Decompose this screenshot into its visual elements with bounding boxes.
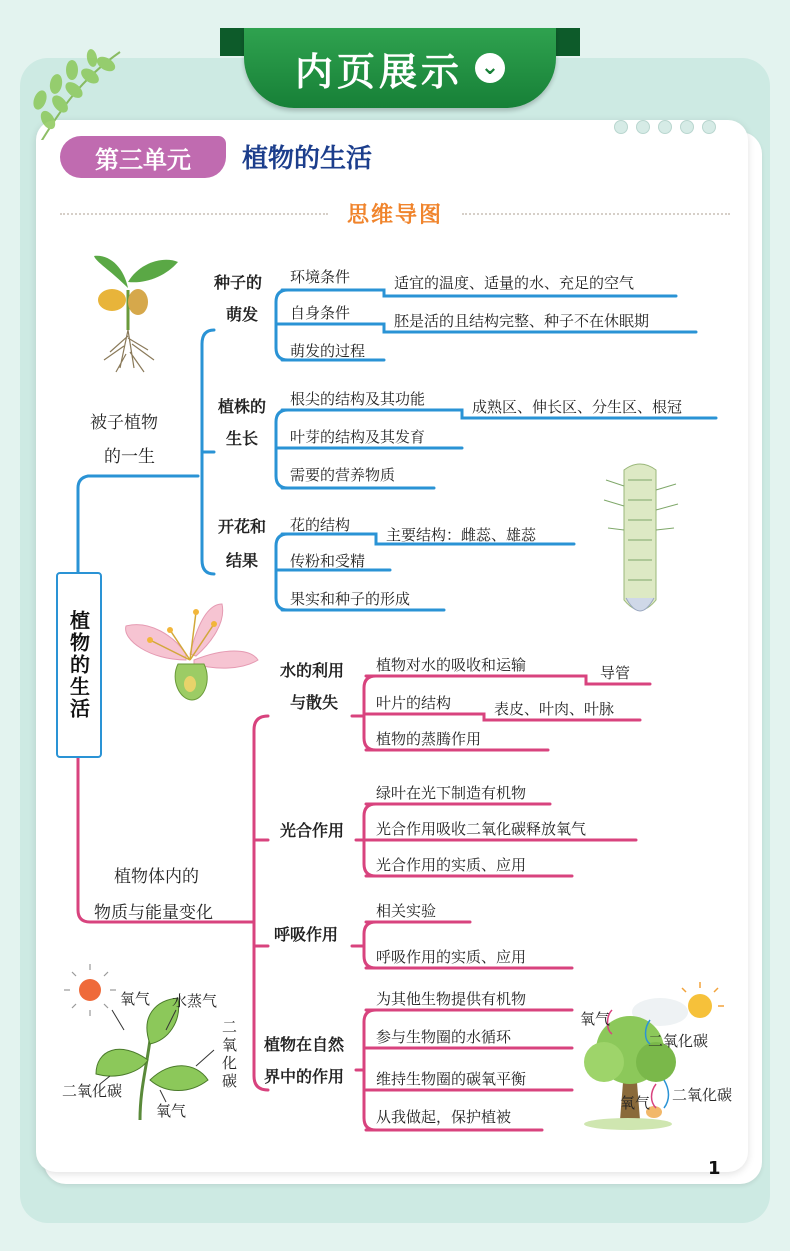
group-nature-line1: 植物在自然 bbox=[264, 1035, 345, 1054]
root-node: 植物的生活 bbox=[56, 572, 102, 758]
tree-illustration bbox=[584, 982, 724, 1130]
water-detail-1: 导管 bbox=[600, 664, 631, 682]
banner-title: 内页展示 bbox=[294, 49, 463, 94]
nature-item-2: 参与生物圈的水循环 bbox=[376, 1028, 512, 1046]
group-respiration: 呼吸作用 bbox=[274, 925, 339, 944]
group-water-line1: 水的利用 bbox=[280, 661, 345, 680]
growth-item-1: 根尖的结构及其功能 bbox=[290, 390, 426, 408]
leaf-vapor: 水蒸气 bbox=[172, 992, 218, 1010]
tree-oxygen-top: 氧气 bbox=[580, 1010, 611, 1028]
resp-item-2: 呼吸作用的实质、应用 bbox=[376, 948, 527, 966]
photo-item-1: 绿叶在光下制造有机物 bbox=[376, 784, 527, 802]
group-growth-line1: 植株的 bbox=[218, 397, 267, 416]
nature-item-1: 为其他生物提供有机物 bbox=[376, 990, 527, 1008]
group-flower-line1: 开花和 bbox=[218, 517, 267, 536]
flower-item-2: 传粉和受精 bbox=[290, 552, 366, 570]
group-nature-line2: 界中的作用 bbox=[264, 1067, 345, 1086]
chevron-down-icon[interactable]: ⌄ bbox=[475, 53, 505, 83]
leaf-co2-right: 二氧化碳 bbox=[222, 1018, 238, 1090]
group-photosynthesis: 光合作用 bbox=[280, 821, 345, 840]
group-water-line2: 与散失 bbox=[290, 693, 339, 712]
seed-detail-1: 适宜的温度、适量的水、充足的空气 bbox=[394, 274, 635, 292]
water-item-2: 叶片的结构 bbox=[376, 694, 452, 712]
unit-tag: 第三单元 bbox=[60, 136, 226, 178]
group-flower-line2: 结果 bbox=[226, 551, 259, 570]
flower-detail-1: 主要结构：雌蕊、雄蕊 bbox=[386, 526, 537, 544]
leaf-oxygen-top: 氧气 bbox=[120, 990, 151, 1008]
branch-life-cycle-line1: 被子植物 bbox=[90, 413, 158, 433]
photo-item-2: 光合作用吸收二氧化碳释放氧气 bbox=[376, 820, 587, 838]
photo-item-3: 光合作用的实质、应用 bbox=[376, 856, 527, 874]
resp-item-1: 相关实验 bbox=[376, 902, 437, 920]
flower-illustration bbox=[126, 604, 258, 700]
seed-item-2: 自身条件 bbox=[290, 304, 351, 322]
leaf-oxygen-bottom: 氧气 bbox=[156, 1102, 187, 1120]
growth-item-2: 叶芽的结构及其发育 bbox=[290, 428, 426, 446]
leaf-co2-left: 二氧化碳 bbox=[62, 1082, 123, 1100]
growth-detail-1: 成熟区、伸长区、分生区、根冠 bbox=[472, 398, 683, 416]
seed-item-3: 萌发的过程 bbox=[290, 342, 366, 360]
seed-detail-2: 胚是活的且结构完整、种子不在休眠期 bbox=[394, 312, 650, 330]
mindmap-subtitle: 思维导图 bbox=[346, 203, 443, 228]
tree-co2-top: 二氧化碳 bbox=[648, 1032, 709, 1050]
growth-item-3: 需要的营养物质 bbox=[290, 466, 396, 484]
tree-oxygen-bottom: 氧气 bbox=[620, 1094, 651, 1112]
branch-matter-energy-line1: 植物体内的 bbox=[114, 867, 199, 887]
branch-matter-energy-line2: 物质与能量变化 bbox=[94, 903, 213, 923]
seedling-illustration bbox=[94, 256, 178, 372]
flower-item-3: 果实和种子的形成 bbox=[290, 590, 411, 608]
nature-item-4: 从我做起，保护植被 bbox=[376, 1108, 512, 1126]
tree-co2-bottom: 二氧化碳 bbox=[672, 1086, 733, 1104]
group-growth-line2: 生长 bbox=[226, 429, 259, 448]
unit-title: 植物的生活 bbox=[242, 144, 373, 174]
branch-life-cycle-line2: 的一生 bbox=[104, 447, 155, 467]
water-item-1: 植物对水的吸收和运输 bbox=[376, 656, 527, 674]
page-number: 1 bbox=[708, 1158, 721, 1179]
flower-item-1: 花的结构 bbox=[290, 516, 351, 534]
nature-item-3: 维持生物圈的碳氧平衡 bbox=[376, 1070, 527, 1088]
group-seed-line2: 萌发 bbox=[226, 305, 259, 324]
water-detail-2: 表皮、叶肉、叶脉 bbox=[494, 700, 615, 718]
seed-item-1: 环境条件 bbox=[290, 268, 351, 286]
root-tip-illustration bbox=[604, 464, 678, 611]
water-item-3: 植物的蒸腾作用 bbox=[376, 730, 482, 748]
group-seed-line1: 种子的 bbox=[214, 273, 263, 292]
